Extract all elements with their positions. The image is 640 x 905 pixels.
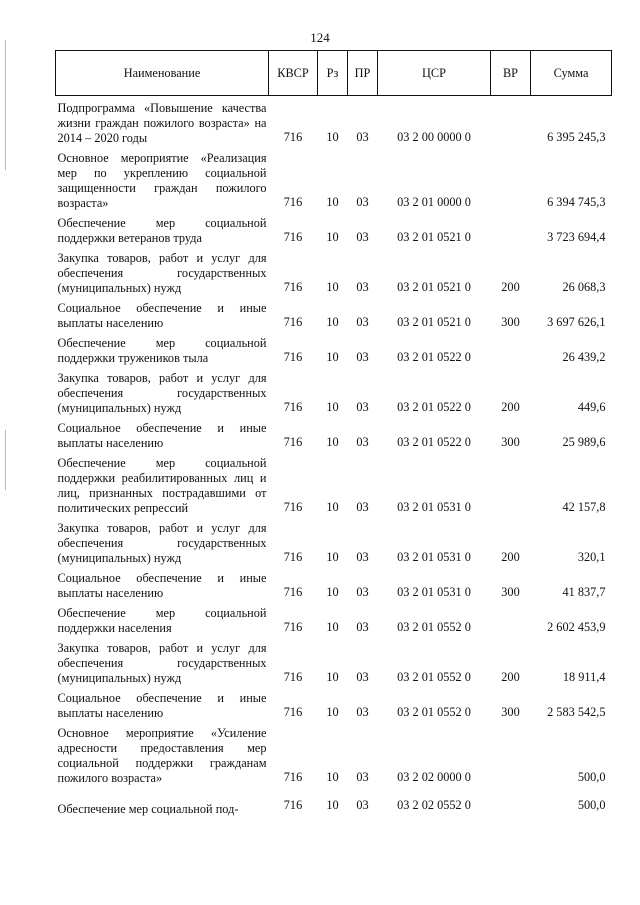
table-body bbox=[56, 96, 612, 818]
cell-name: Закупка товаров, работ и услуг для обеспечения государственных (муниципальных) нужд bbox=[57, 521, 267, 565]
cell-pr: 03 bbox=[356, 585, 369, 599]
cell-pr: 03 bbox=[356, 400, 369, 414]
cell-rz: 10 bbox=[326, 435, 339, 449]
cell-vr bbox=[491, 721, 531, 786]
cell-vr bbox=[491, 211, 531, 246]
header-vr: ВР bbox=[491, 51, 531, 96]
cell-csr: 03 2 02 0000 0 bbox=[397, 770, 471, 784]
cell-name: Обеспечение мер социальной поддержки населения bbox=[57, 606, 267, 635]
header-kvsr: КВСР bbox=[269, 51, 318, 96]
cell-csr: 03 2 02 0552 0 bbox=[397, 798, 471, 812]
cell-csr: 03 2 01 0531 0 bbox=[397, 585, 471, 599]
cell-pr: 03 bbox=[356, 670, 369, 684]
table-row bbox=[56, 96, 612, 147]
cell-sum: 18 911,4 bbox=[562, 670, 606, 684]
table-row bbox=[56, 366, 612, 416]
cell-csr: 03 2 01 0522 0 bbox=[397, 350, 471, 364]
table-row bbox=[56, 786, 612, 817]
cell-vr bbox=[491, 331, 531, 366]
cell-rz: 10 bbox=[326, 230, 339, 244]
cell-sum: 26 439,2 bbox=[562, 350, 606, 364]
margin-mark-top bbox=[5, 40, 6, 170]
cell-name: Подпрограмма «Повышение качества жизни граждан пожилого возраста» на 2014 – 2020 годы bbox=[57, 101, 267, 145]
cell-kvsr: 716 bbox=[283, 620, 303, 634]
cell-csr: 03 2 01 0521 0 bbox=[397, 230, 471, 244]
cell-pr: 03 bbox=[356, 620, 369, 634]
cell-pr: 03 bbox=[356, 280, 369, 294]
table-row bbox=[56, 451, 612, 516]
cell-csr: 03 2 01 0522 0 bbox=[397, 400, 471, 414]
cell-kvsr: 716 bbox=[283, 195, 303, 209]
table-row bbox=[56, 331, 612, 366]
cell-vr: 300 bbox=[501, 315, 520, 329]
cell-rz: 10 bbox=[326, 670, 339, 684]
cell-kvsr: 716 bbox=[283, 400, 303, 414]
cell-csr: 03 2 01 0552 0 bbox=[397, 705, 471, 719]
table-row bbox=[56, 721, 612, 786]
cell-rz: 10 bbox=[326, 705, 339, 719]
cell-kvsr: 716 bbox=[283, 500, 303, 514]
cell-name: Обеспечение мер социальной поддержки ветеранов труда bbox=[57, 216, 267, 245]
table-row bbox=[56, 416, 612, 451]
cell-pr: 03 bbox=[356, 350, 369, 364]
cell-csr: 03 2 01 0552 0 bbox=[397, 620, 471, 634]
cell-sum: 42 157,8 bbox=[562, 500, 606, 514]
cell-rz: 10 bbox=[326, 550, 339, 564]
header-csr: ЦСР bbox=[378, 51, 491, 96]
cell-name: Социальное обеспечение и иные выплаты населению bbox=[57, 571, 267, 600]
cell-name: Закупка товаров, работ и услуг для обеспечения государственных (муниципальных) нужд bbox=[57, 641, 267, 685]
cell-sum: 25 989,6 bbox=[562, 435, 606, 449]
cell-sum: 3 697 626,1 bbox=[547, 315, 606, 329]
cell-rz: 10 bbox=[326, 585, 339, 599]
cell-csr: 03 2 00 0000 0 bbox=[397, 130, 471, 144]
cell-name: Обеспечение мер социальной поддержки тружеников тыла bbox=[57, 336, 267, 365]
cell-kvsr: 716 bbox=[283, 670, 303, 684]
cell-vr: 300 bbox=[501, 585, 520, 599]
table-row bbox=[56, 566, 612, 601]
cell-name: Основное мероприятие «Реализация мер по укреплению социальной защищенности граждан пожилого возраста» bbox=[57, 151, 267, 210]
cell-sum: 26 068,3 bbox=[562, 280, 606, 294]
cell-name: Закупка товаров, работ и услуг для обеспечения государственных (муниципальных) нужд bbox=[57, 251, 267, 295]
cell-vr: 200 bbox=[501, 550, 520, 564]
cell-sum: 2 602 453,9 bbox=[547, 620, 606, 634]
cell-rz: 10 bbox=[326, 130, 339, 144]
cell-name: Закупка товаров, работ и услуг для обеспечения государственных (муниципальных) нужд bbox=[57, 371, 267, 415]
cell-rz: 10 bbox=[326, 798, 339, 812]
cell-name: Социальное обеспечение и иные выплаты населению bbox=[57, 421, 267, 450]
cell-sum: 500,0 bbox=[577, 798, 606, 812]
cell-kvsr: 716 bbox=[283, 280, 303, 294]
cell-vr bbox=[491, 146, 531, 211]
cell-pr: 03 bbox=[356, 550, 369, 564]
cell-sum: 500,0 bbox=[577, 770, 606, 784]
cell-vr bbox=[491, 451, 531, 516]
cell-kvsr: 716 bbox=[283, 550, 303, 564]
cell-csr: 03 2 01 0531 0 bbox=[397, 500, 471, 514]
cell-kvsr: 716 bbox=[283, 350, 303, 364]
cell-pr: 03 bbox=[356, 130, 369, 144]
cell-pr: 03 bbox=[356, 500, 369, 514]
cell-rz: 10 bbox=[326, 280, 339, 294]
cell-sum: 449,6 bbox=[577, 400, 606, 414]
cell-name: Основное мероприятие «Усиление адресности предоставления мер социальной поддержки гражданам пожилого возраста» bbox=[57, 726, 267, 785]
cell-pr: 03 bbox=[356, 315, 369, 329]
budget-table bbox=[55, 50, 612, 817]
cell-kvsr: 716 bbox=[283, 798, 303, 812]
cell-vr: 300 bbox=[501, 435, 520, 449]
cell-sum: 6 395 245,3 bbox=[547, 130, 606, 144]
cell-rz: 10 bbox=[326, 315, 339, 329]
cell-csr: 03 2 01 0521 0 bbox=[397, 280, 471, 294]
cell-kvsr: 716 bbox=[283, 435, 303, 449]
cell-sum: 2 583 542,5 bbox=[547, 705, 606, 719]
cell-pr: 03 bbox=[356, 770, 369, 784]
cell-name: Социальное обеспечение и иные выплаты населению bbox=[57, 301, 267, 330]
cell-vr bbox=[491, 786, 531, 817]
cell-kvsr: 716 bbox=[283, 315, 303, 329]
table-row bbox=[56, 211, 612, 246]
cell-kvsr: 716 bbox=[283, 585, 303, 599]
header-sum: Сумма bbox=[531, 51, 612, 96]
margin-mark-bottom bbox=[5, 430, 6, 490]
cell-name: Социальное обеспечение и иные выплаты населению bbox=[57, 691, 267, 720]
cell-vr: 200 bbox=[501, 670, 520, 684]
table-header-row bbox=[56, 51, 612, 96]
header-name: Наименование bbox=[56, 51, 269, 96]
cell-kvsr: 716 bbox=[283, 230, 303, 244]
cell-csr: 03 2 01 0000 0 bbox=[397, 195, 471, 209]
cell-sum: 6 394 745,3 bbox=[547, 195, 606, 209]
cell-pr: 03 bbox=[356, 798, 369, 812]
cell-pr: 03 bbox=[356, 195, 369, 209]
cell-vr: 300 bbox=[501, 705, 520, 719]
cell-rz: 10 bbox=[326, 500, 339, 514]
table-row bbox=[56, 246, 612, 296]
cell-vr bbox=[491, 96, 531, 147]
cell-pr: 03 bbox=[356, 705, 369, 719]
table-row bbox=[56, 686, 612, 721]
cell-csr: 03 2 01 0531 0 bbox=[397, 550, 471, 564]
cell-pr: 03 bbox=[356, 435, 369, 449]
cell-vr bbox=[491, 601, 531, 636]
cell-rz: 10 bbox=[326, 195, 339, 209]
table-row bbox=[56, 636, 612, 686]
table-row bbox=[56, 601, 612, 636]
cell-rz: 10 bbox=[326, 770, 339, 784]
cell-vr: 200 bbox=[501, 280, 520, 294]
cell-pr: 03 bbox=[356, 230, 369, 244]
cell-rz: 10 bbox=[326, 350, 339, 364]
cell-name: Обеспечение мер социальной поддержки реабилитированных лиц и лиц, признанных пострадавшими от политических репрессий bbox=[57, 456, 267, 515]
cell-kvsr: 716 bbox=[283, 705, 303, 719]
table-row bbox=[56, 146, 612, 211]
cell-rz: 10 bbox=[326, 620, 339, 634]
header-pr: ПР bbox=[348, 51, 378, 96]
cell-kvsr: 716 bbox=[283, 770, 303, 784]
cell-sum: 320,1 bbox=[577, 550, 606, 564]
cell-csr: 03 2 01 0522 0 bbox=[397, 435, 471, 449]
cell-sum: 41 837,7 bbox=[562, 585, 606, 599]
cell-csr: 03 2 01 0552 0 bbox=[397, 670, 471, 684]
table-row bbox=[56, 296, 612, 331]
page-number: 124 bbox=[310, 30, 330, 45]
cell-vr: 200 bbox=[501, 400, 520, 414]
cell-sum: 3 723 694,4 bbox=[547, 230, 606, 244]
cell-kvsr: 716 bbox=[283, 130, 303, 144]
table-row bbox=[56, 516, 612, 566]
cell-csr: 03 2 01 0521 0 bbox=[397, 315, 471, 329]
cell-name: Обеспечение мер социальной под- bbox=[57, 802, 239, 816]
header-rz: Рз bbox=[318, 51, 348, 96]
cell-rz: 10 bbox=[326, 400, 339, 414]
